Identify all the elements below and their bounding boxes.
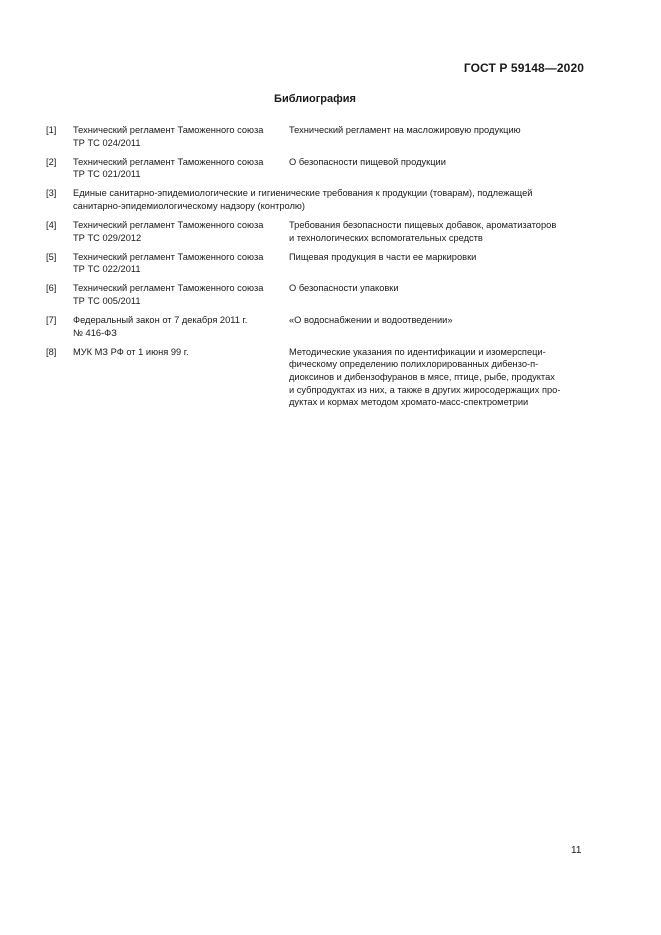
entry-source: [73, 314, 289, 339]
entry-source: [73, 124, 289, 149]
entry-description: [289, 156, 586, 181]
description-line: и технологических вспомогательных средств: [289, 232, 483, 243]
description-line: Методические указания по идентификации и изомерспеци-: [289, 346, 546, 357]
entry-description: [289, 124, 586, 149]
description-line: дуктах и кормах методом хромато-масс-спектрометрии: [289, 397, 529, 408]
entry-number: [2]: [46, 156, 57, 167]
description-line: О безопасности упаковки: [289, 283, 399, 294]
description-line: и субпродуктах из них, а также в других жиросодержащих про-: [289, 384, 561, 395]
entry-full-text: [46, 187, 586, 212]
bibliography-entry-2: [46, 156, 586, 181]
full-line: Единые санитарно-эпидемиологические и гигиенические требования к продукции (товарам), подлежащей: [73, 188, 533, 199]
description-line: Требования безопасности пищевых добавок, ароматизаторов: [289, 220, 557, 231]
entry-number: [3]: [46, 188, 57, 199]
entry-description: [289, 219, 586, 244]
source-line: Технический регламент Таможенного союза: [73, 156, 264, 167]
bibliography-entry-5: [46, 251, 586, 276]
source-line: Технический регламент Таможенного союза: [73, 283, 264, 294]
source-line: ТР ТС 024/2011: [73, 137, 141, 148]
document-designation: ГОСТ Р 59148—2020: [463, 61, 584, 75]
bibliography-entry-7: [46, 314, 586, 339]
entry-number: [7]: [46, 315, 57, 326]
source-line: Федеральный закон от 7 декабря 2011 г.: [73, 315, 248, 326]
entry-source: [73, 251, 289, 276]
source-line: ТР ТС 022/2011: [73, 264, 141, 275]
entry-description: [289, 314, 586, 339]
entry-number: [1]: [46, 125, 57, 135]
bibliography-entry-3: [46, 187, 586, 212]
description-line: фическому определению полихлорированных дибензо-п-: [289, 359, 539, 370]
full-line: санитарно-эпидемиологическому надзору (контролю): [73, 200, 305, 211]
description-line: О безопасности пищевой продукции: [289, 156, 446, 167]
bibliography-entry-4: [46, 219, 586, 244]
source-line: № 416-ФЗ: [73, 327, 117, 338]
bibliography-entry-1: [46, 124, 586, 149]
source-line: Технический регламент Таможенного союза: [73, 251, 264, 262]
description-line: Пищевая продукция в части ее маркировки: [289, 251, 477, 262]
source-line: ТР ТС 029/2012: [73, 232, 142, 243]
page-number: 11: [571, 845, 582, 856]
entry-description: [289, 251, 586, 276]
entry-number: [6]: [46, 283, 57, 294]
description-line: «О водоснабжении и водоотведении»: [289, 315, 453, 326]
entry-source: [73, 346, 289, 409]
entry-number: [5]: [46, 251, 57, 262]
description-line: диоксинов и дибензофуранов в мясе, птице, рыбе, продуктах: [289, 372, 555, 382]
source-line: МУК МЗ РФ от 1 июня 99 г.: [73, 346, 189, 357]
source-line: Технический регламент Таможенного союза: [73, 220, 264, 231]
entry-description: [289, 346, 586, 409]
entry-number: [8]: [46, 346, 57, 357]
entry-source: [73, 219, 289, 244]
source-line: ТР ТС 005/2011: [73, 296, 141, 307]
bibliography-entry-8: [46, 346, 586, 409]
source-line: ТР ТС 021/2011: [73, 169, 141, 180]
entry-description: [289, 282, 586, 307]
description-line: Технический регламент на масложировую продукцию: [289, 125, 521, 135]
section-title: Библиография: [274, 93, 356, 105]
bibliography-list: [46, 124, 586, 415]
bibliography-entry-6: [46, 282, 586, 307]
entry-number: [4]: [46, 220, 57, 231]
source-line: Технический регламент Таможенного союза: [73, 125, 264, 135]
entry-source: [73, 282, 289, 307]
entry-source: [73, 156, 289, 181]
